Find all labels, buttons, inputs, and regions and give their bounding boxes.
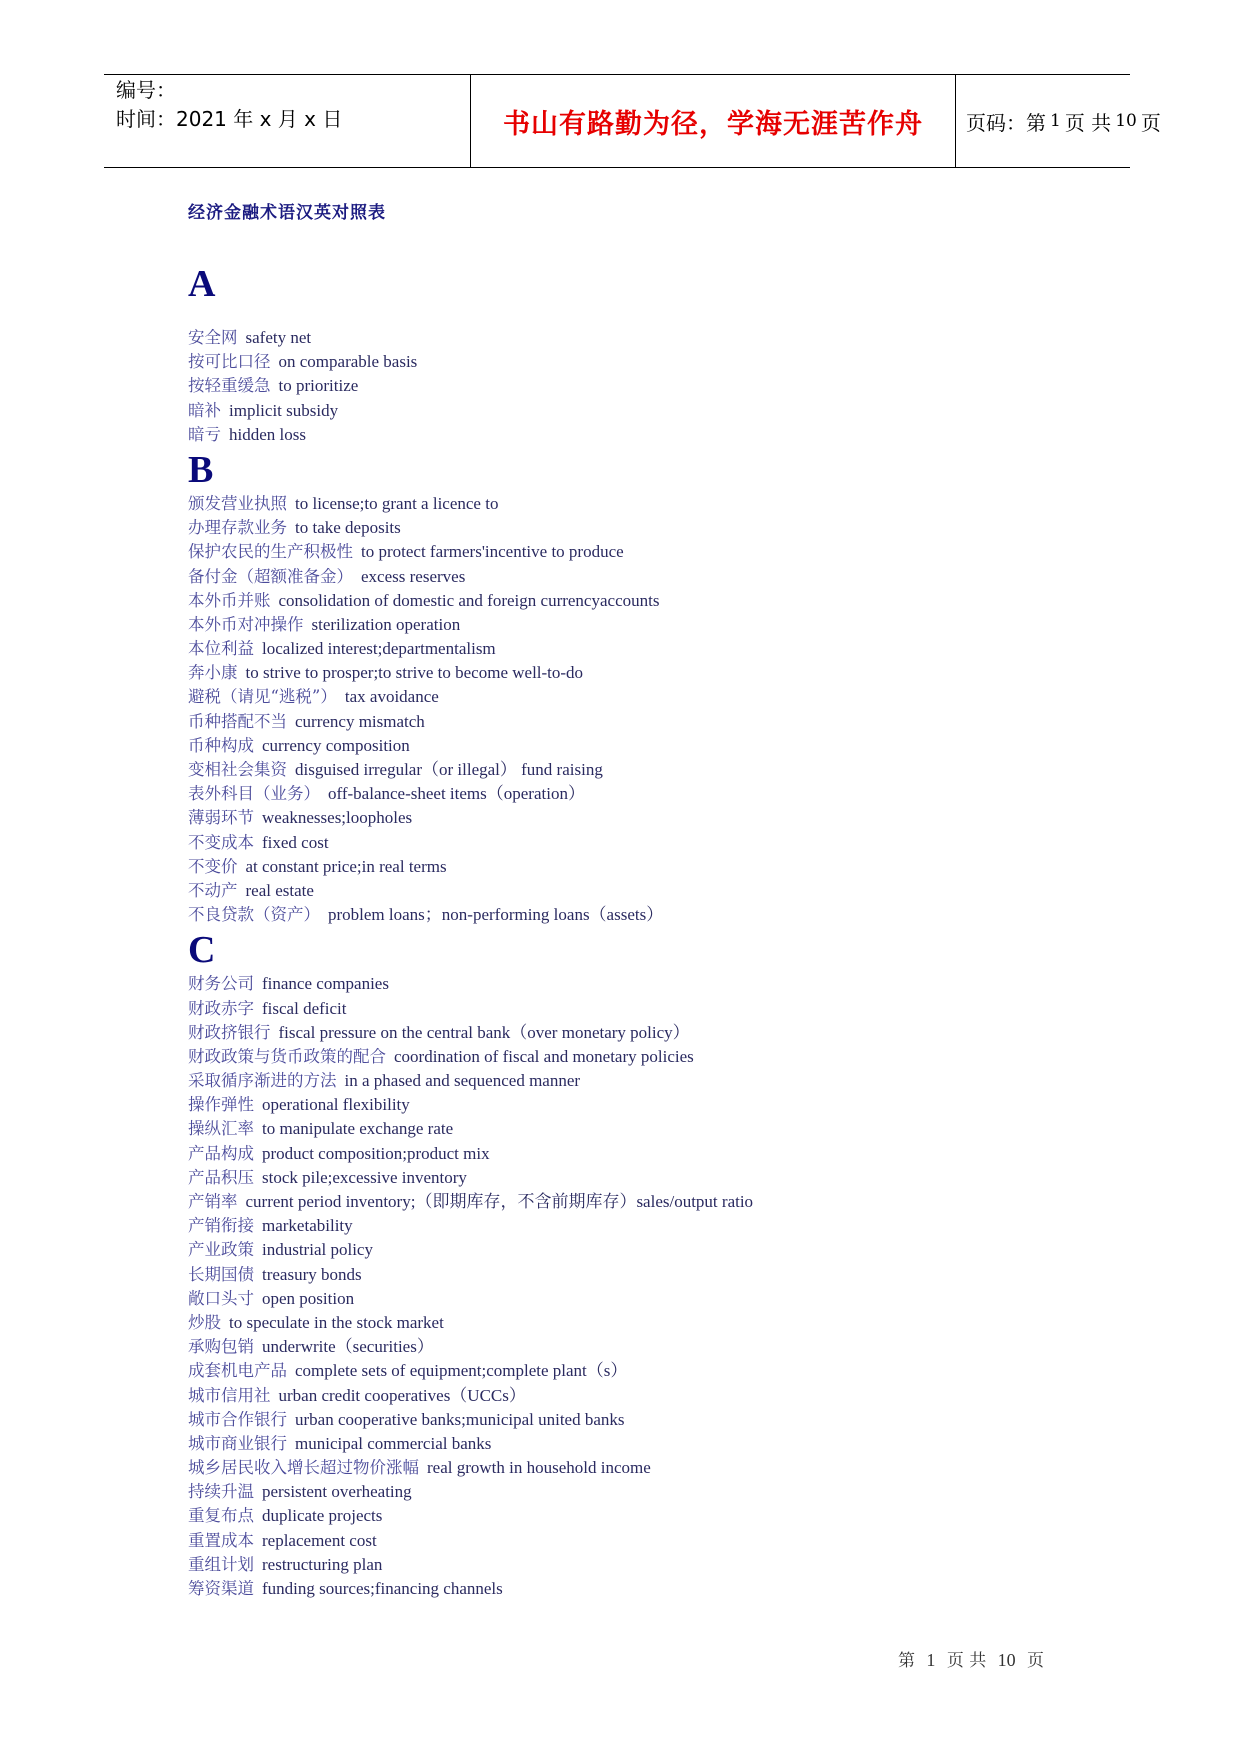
footer-page-total: 10: [997, 1650, 1016, 1670]
glossary-entry: [188, 1045, 1168, 1069]
chinese-term: 薄弱环节: [188, 808, 254, 828]
glossary-entry: [188, 758, 1168, 782]
chinese-term: 暗补: [188, 400, 221, 420]
chinese-term: 按可比口径: [188, 352, 271, 372]
english-term: duplicate projects: [262, 1506, 383, 1526]
english-term: problem loans；non-performing loans（assets）: [328, 905, 664, 925]
english-term: open position: [262, 1288, 355, 1308]
glossary-entry: [188, 1142, 1168, 1166]
chinese-term: 产品积压: [188, 1167, 254, 1187]
english-term: currency composition: [262, 735, 410, 755]
glossary-section: [188, 264, 1168, 447]
glossary-entry-list: [188, 326, 1168, 447]
glossary-section: [188, 930, 1168, 1601]
glossary-entry: [188, 1432, 1168, 1456]
header-page-suffix: 页: [1140, 110, 1161, 135]
chinese-term: 颁发营业执照: [188, 493, 287, 513]
glossary-entry: [188, 565, 1168, 589]
glossary-entry: [188, 540, 1168, 564]
chinese-term: 暗亏: [188, 424, 221, 444]
english-term: disguised irregular（or illegal） fund raising: [295, 760, 603, 779]
chinese-term: 奔小康: [188, 663, 238, 683]
glossary-entry: [188, 1166, 1168, 1190]
glossary-entry: [188, 685, 1168, 709]
english-term: tax avoidance: [344, 687, 439, 707]
glossary-entry: [188, 1359, 1168, 1383]
glossary-entry: [188, 972, 1168, 996]
glossary-entry-list: [188, 492, 1168, 927]
chinese-term: 产销率: [188, 1192, 238, 1211]
english-term: weaknesses;loopholes: [262, 808, 413, 828]
glossary-entry: [188, 806, 1168, 830]
chinese-term: 本位利益: [188, 639, 254, 659]
footer-page-prefix: 第: [898, 1651, 915, 1671]
glossary-entry: [188, 1480, 1168, 1504]
glossary-entry: [188, 1214, 1168, 1238]
glossary-entry: [188, 637, 1168, 661]
section-letter-heading: B: [188, 448, 214, 491]
header-meta: [116, 75, 466, 168]
glossary-entry: [188, 1408, 1168, 1432]
glossary-entry: [188, 997, 1168, 1021]
english-term: product composition;product mix: [262, 1143, 490, 1163]
glossary-entry: [188, 1263, 1168, 1287]
glossary-entry-list: [188, 972, 1168, 1601]
header-page-prefix: 页码：第: [966, 110, 1046, 135]
glossary-entry: [188, 492, 1168, 516]
section-letter-heading: C: [188, 929, 216, 972]
english-term: fiscal deficit: [262, 998, 347, 1018]
english-term: persistent overheating: [262, 1482, 412, 1502]
chinese-term: 避税（请见“逃税”）: [188, 687, 337, 707]
glossary-entry: [188, 1577, 1168, 1601]
chinese-term: 财政赤字: [188, 998, 254, 1018]
glossary-entry: [188, 613, 1168, 637]
chinese-term: 本外币并账: [188, 590, 271, 610]
english-term: excess reserves: [361, 566, 466, 586]
glossary-entry: [188, 350, 1168, 374]
glossary-entry: [188, 1504, 1168, 1528]
glossary-entry: [188, 734, 1168, 758]
document-time-label: 时间：2021 年 x 月 x 日: [116, 107, 343, 131]
glossary-entry: [188, 710, 1168, 734]
chinese-term: 保护农民的生产积极性: [188, 542, 353, 562]
english-term: funding sources;financing channels: [262, 1579, 503, 1598]
header-page-info: [966, 75, 1161, 167]
chinese-term: 办理存款业务: [188, 518, 287, 538]
english-term: current period inventory;（即期库存，不含前期库存）sales/output ratio: [245, 1192, 754, 1211]
glossary-entry: [188, 374, 1168, 398]
chinese-term: 城市商业银行: [188, 1433, 287, 1453]
chinese-term: 产品构成: [188, 1143, 254, 1163]
chinese-term: 长期国债: [188, 1264, 254, 1284]
english-term: localized interest;departmentalism: [262, 639, 496, 659]
footer-page-suffix: 页: [1027, 1651, 1045, 1671]
chinese-term: 不变成本: [188, 832, 254, 852]
chinese-term: 币种构成: [188, 735, 254, 755]
glossary-entry: [188, 855, 1168, 879]
english-term: sterilization operation: [311, 614, 461, 634]
chinese-term: 产销衔接: [188, 1216, 254, 1236]
english-term: safety net: [245, 328, 312, 347]
chinese-term: 城市合作银行: [188, 1409, 287, 1429]
english-term: to strive to prosper;to strive to become well-to-do: [245, 663, 584, 683]
english-term: operational flexibility: [262, 1095, 410, 1115]
chinese-term: 操作弹性: [188, 1095, 254, 1115]
section-letter-heading: A: [188, 263, 216, 305]
page-footer: [898, 1646, 1044, 1671]
glossary-entry: [188, 1287, 1168, 1311]
chinese-term: 备付金（超额准备金）: [188, 566, 353, 586]
english-term: industrial policy: [262, 1240, 373, 1260]
glossary-entry: [188, 1529, 1168, 1553]
english-term: marketability: [262, 1216, 353, 1236]
english-term: at constant price;in real terms: [245, 856, 447, 876]
document-title: 经济金融术语汉英对照表: [188, 203, 386, 223]
english-term: to protect farmers'incentive to produce: [361, 542, 624, 562]
english-term: to manipulate exchange rate: [262, 1119, 454, 1139]
chinese-term: 炒股: [188, 1312, 221, 1332]
glossary-entry: [188, 1093, 1168, 1117]
glossary-entry: [188, 1190, 1168, 1214]
chinese-term: 承购包销: [188, 1337, 254, 1357]
english-term: off-balance-sheet items（operation）: [328, 784, 585, 804]
header-page-total: 10: [1115, 111, 1137, 131]
page-header: [104, 74, 1161, 168]
glossary-section: [188, 450, 1168, 927]
glossary-entry: [188, 782, 1168, 806]
glossary-sections: [188, 264, 1168, 1601]
glossary-entry: [188, 1238, 1168, 1262]
glossary-entry: [188, 1384, 1168, 1408]
glossary-entry: [188, 1553, 1168, 1577]
chinese-term: 本外币对冲操作: [188, 614, 304, 634]
english-term: real estate: [245, 880, 314, 900]
english-term: to take deposits: [295, 518, 401, 538]
header-motto: 书山有路勤为径，学海无涯苦作舟: [503, 108, 923, 140]
chinese-term: 币种搭配不当: [188, 711, 287, 731]
glossary-entry: [188, 423, 1168, 447]
chinese-term: 表外科目（业务）: [188, 784, 320, 804]
chinese-term: 重组计划: [188, 1554, 254, 1574]
chinese-term: 采取循序渐进的方法: [188, 1071, 337, 1091]
english-term: replacement cost: [262, 1530, 377, 1550]
glossary-entry: [188, 661, 1168, 685]
chinese-term: 城市信用社: [188, 1385, 271, 1405]
chinese-term: 操纵汇率: [188, 1119, 254, 1139]
chinese-term: 变相社会集资: [188, 760, 287, 779]
footer-page-current: 1: [926, 1650, 936, 1670]
english-term: restructuring plan: [262, 1554, 383, 1574]
chinese-term: 安全网: [188, 328, 238, 347]
glossary-entry: [188, 1456, 1168, 1480]
english-term: real growth in household income: [427, 1458, 651, 1478]
glossary-entry: [188, 903, 1168, 927]
chinese-term: 成套机电产品: [188, 1361, 287, 1381]
glossary-document: [188, 198, 1168, 1601]
glossary-entry: [188, 879, 1168, 903]
glossary-entry: [188, 1069, 1168, 1093]
english-term: to license;to grant a licence to: [295, 493, 499, 513]
chinese-term: 持续升温: [188, 1482, 254, 1502]
english-term: fiscal pressure on the central bank（over monetary policy）: [278, 1022, 690, 1042]
english-term: on comparable basis: [278, 352, 418, 372]
header-page-current: 1: [1050, 111, 1061, 131]
english-term: to prioritize: [278, 376, 359, 396]
english-term: treasury bonds: [262, 1264, 362, 1284]
chinese-term: 产业政策: [188, 1240, 254, 1260]
glossary-entry: [188, 516, 1168, 540]
header-motto-cell: [470, 75, 956, 167]
english-term: implicit subsidy: [229, 400, 339, 420]
english-term: urban cooperative banks;municipal united banks: [295, 1409, 625, 1429]
english-term: coordination of fiscal and monetary policies: [394, 1046, 694, 1066]
chinese-term: 重置成本: [188, 1530, 254, 1550]
glossary-entry: [188, 1311, 1168, 1335]
chinese-term: 财政政策与货币政策的配合: [188, 1046, 386, 1066]
footer-page-mid: 页 共: [946, 1651, 987, 1671]
chinese-term: 不动产: [188, 880, 238, 900]
english-term: to speculate in the stock market: [229, 1312, 444, 1332]
glossary-entry: [188, 1117, 1168, 1141]
english-term: hidden loss: [229, 424, 306, 444]
chinese-term: 敞口头寸: [188, 1288, 254, 1308]
chinese-term: 重复布点: [188, 1506, 254, 1526]
chinese-term: 城乡居民收入增长超过物价涨幅: [188, 1458, 419, 1478]
english-term: municipal commercial banks: [295, 1433, 492, 1453]
chinese-term: 财政挤银行: [188, 1022, 271, 1042]
glossary-entry: [188, 1021, 1168, 1045]
chinese-term: 财务公司: [188, 974, 254, 994]
glossary-entry: [188, 399, 1168, 423]
english-term: stock pile;excessive inventory: [262, 1167, 467, 1187]
english-term: finance companies: [262, 974, 389, 994]
glossary-entry: [188, 831, 1168, 855]
english-term: in a phased and sequenced manner: [344, 1071, 581, 1091]
english-term: consolidation of domestic and foreign currencyaccounts: [278, 590, 660, 610]
english-term: complete sets of equipment;complete plant（s）: [295, 1361, 628, 1381]
glossary-entry: [188, 1335, 1168, 1359]
chinese-term: 不变价: [188, 856, 238, 876]
header-page-mid: 页 共: [1064, 110, 1112, 135]
glossary-entry: [188, 326, 1168, 350]
english-term: underwrite（securities）: [262, 1337, 434, 1357]
document-number-label: 编号：: [116, 78, 176, 102]
chinese-term: 不良贷款（资产）: [188, 905, 320, 925]
chinese-term: 筹资渠道: [188, 1579, 254, 1598]
english-term: fixed cost: [262, 832, 329, 852]
glossary-entry: [188, 589, 1168, 613]
english-term: urban credit cooperatives（UCCs）: [278, 1385, 526, 1405]
english-term: currency mismatch: [295, 711, 425, 731]
chinese-term: 按轻重缓急: [188, 376, 271, 396]
